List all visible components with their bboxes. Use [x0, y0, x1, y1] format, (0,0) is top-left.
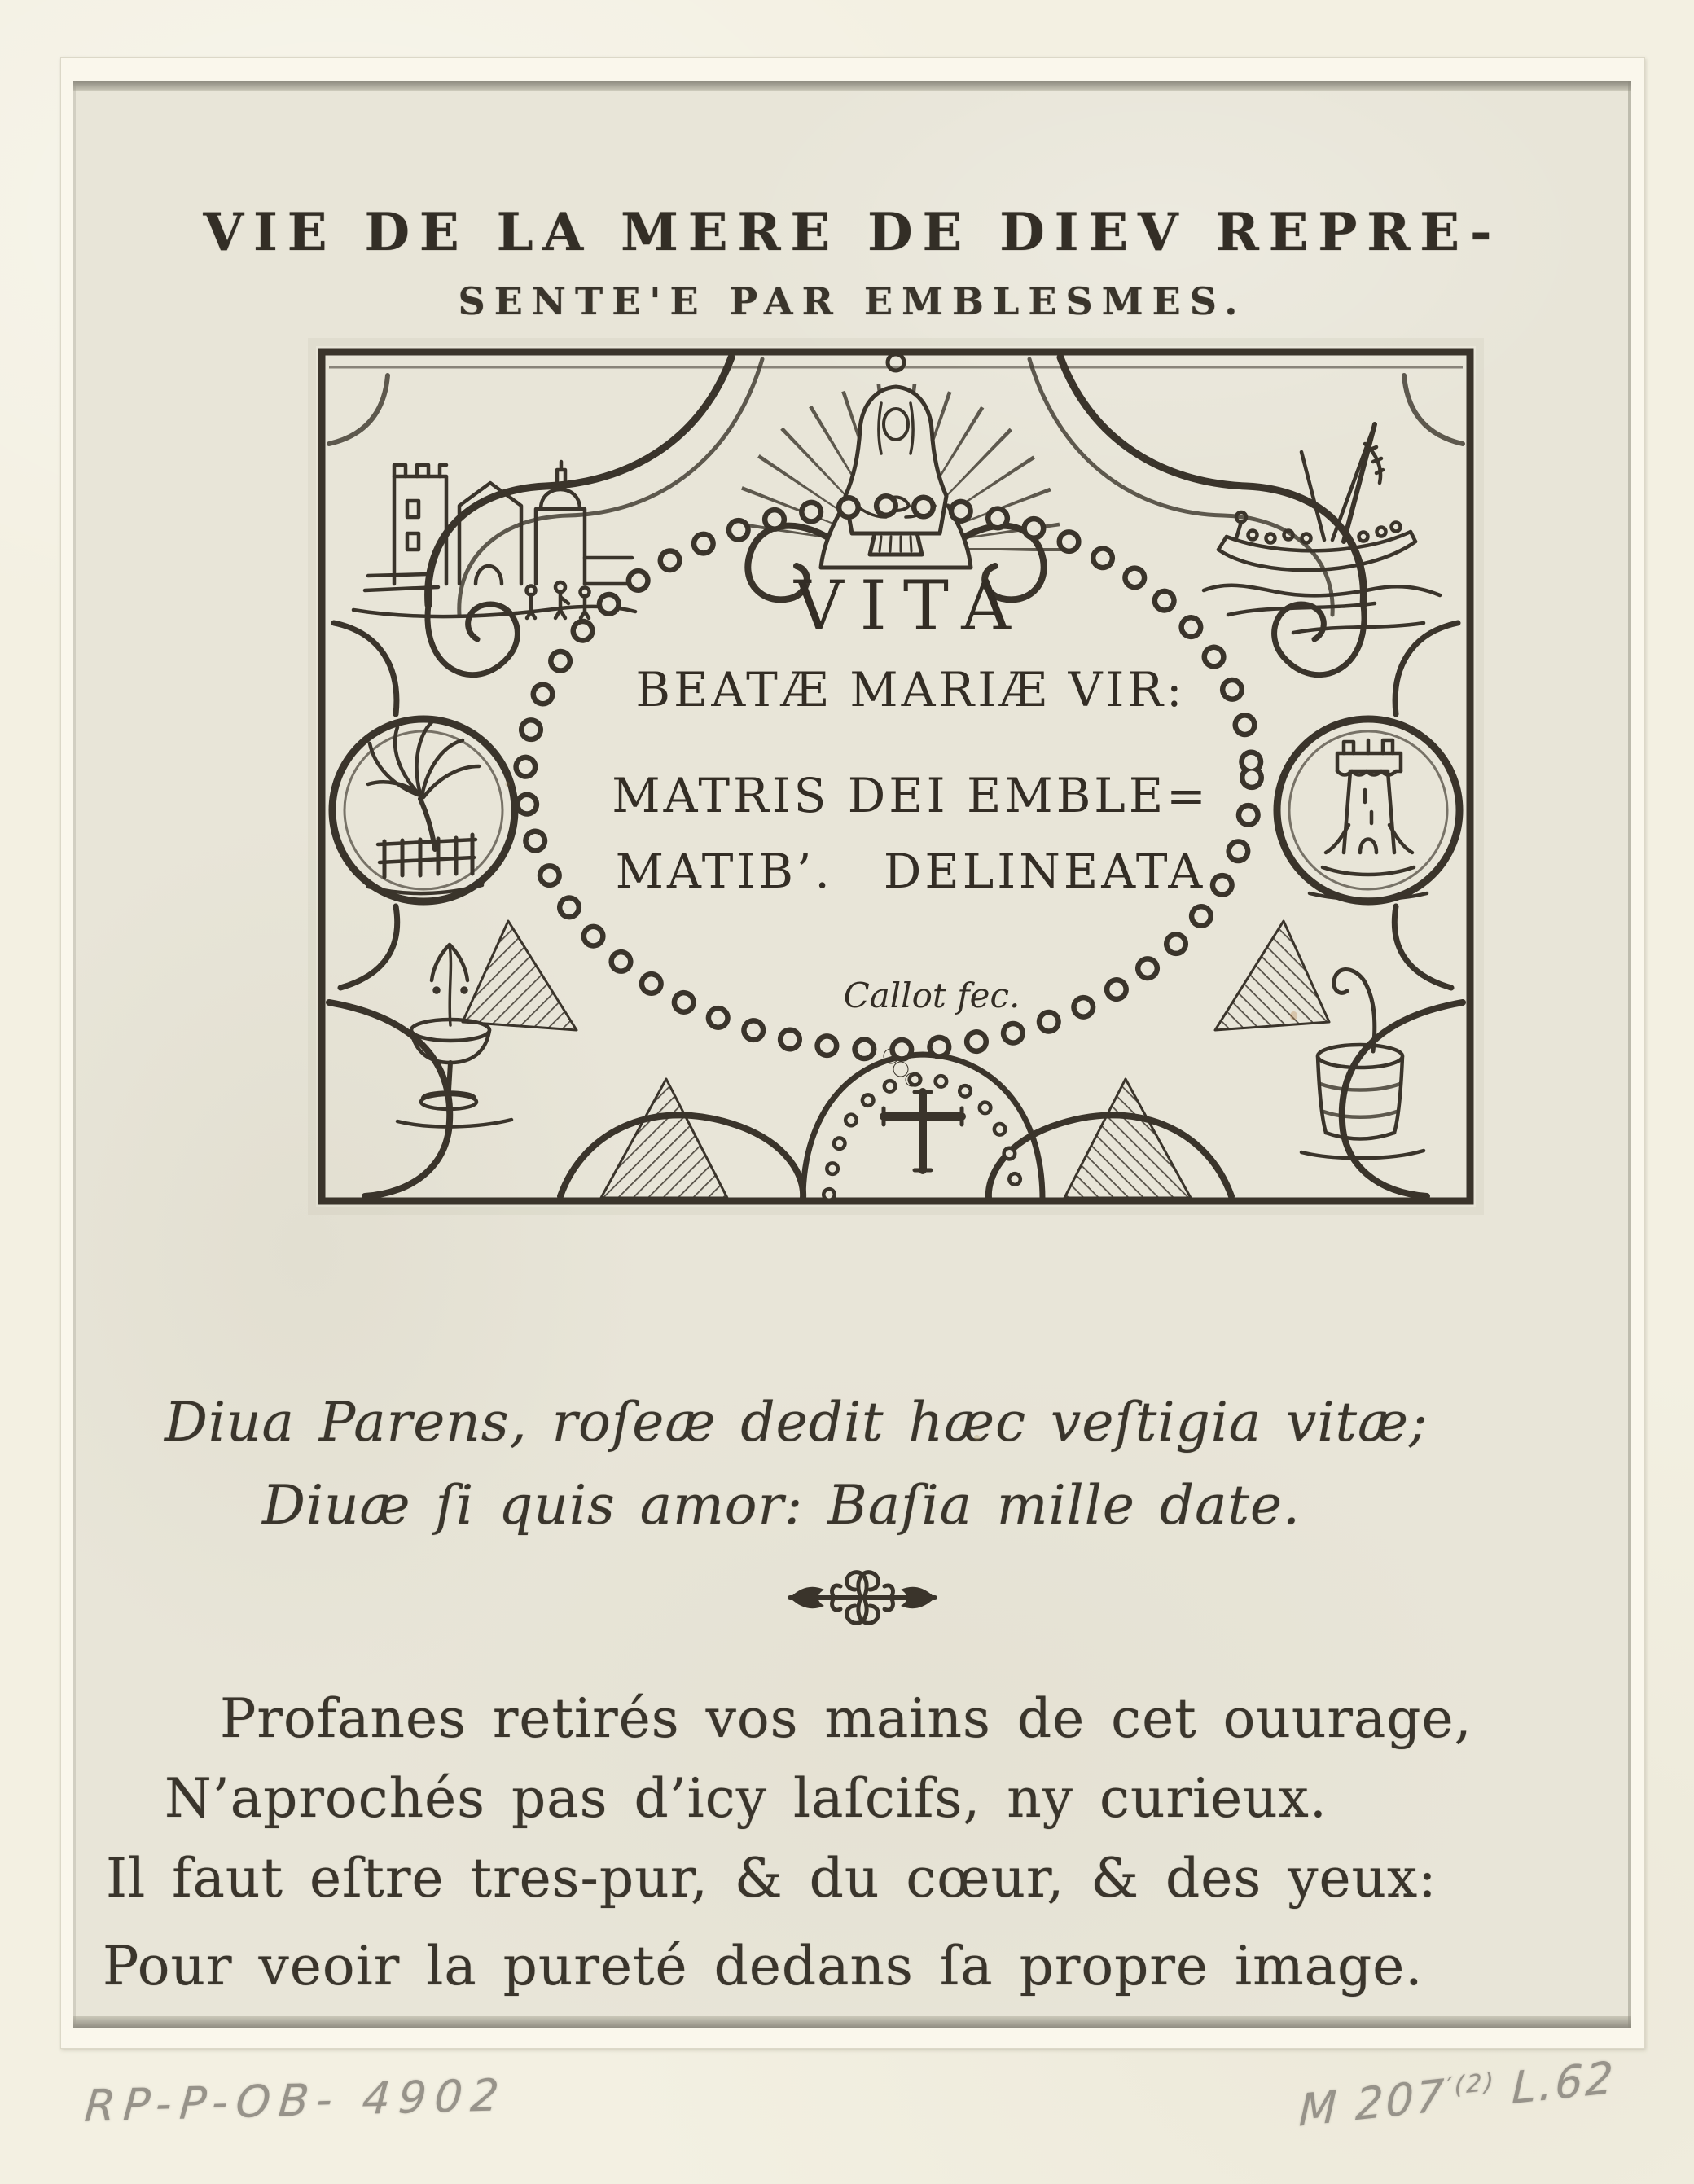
catalogue-reference-pencil — [1298, 2051, 1617, 2136]
plate-title-line4: MATIB’. DELINEATA — [615, 844, 1206, 899]
title-line-1: VIE DE LA MERE DE DIEV REPRE- — [203, 202, 1502, 263]
boat-at-sea — [1204, 424, 1440, 633]
sheet-bottom-edge-shadow — [73, 2016, 1631, 2028]
foxing-speck — [974, 1435, 980, 1441]
rosary-cross — [803, 1049, 1042, 1199]
sheet-right-edge-shadow — [1628, 81, 1631, 2028]
title-line-2: SENTE'E PAR EMBLESMES. — [458, 279, 1247, 323]
plate-title-line1: VITA — [794, 566, 1027, 646]
plate-title-line3: MATRIS DEI EMBLE= — [612, 768, 1209, 823]
sheet-top-edge-shadow — [73, 81, 1631, 91]
foxing-speck — [1290, 1011, 1297, 1020]
etched-plate — [316, 346, 1476, 1207]
cartouche-engraving — [316, 346, 1476, 1207]
well-with-hook — [1301, 969, 1424, 1158]
catalogue-ref-tail: L.62 — [1494, 2051, 1617, 2116]
inventory-number-pencil: RP-P-OB- 4902 — [82, 2069, 509, 2132]
foxing-speck — [505, 782, 510, 787]
round-tower — [1310, 740, 1427, 900]
plate-title — [612, 566, 1209, 1015]
french-verse-line2: N’aprochés pas d’icy laſcifs, ny curieux. — [165, 1767, 1328, 1830]
catalogue-ref-superscript: ′(2) — [1446, 2067, 1497, 2102]
sheet-left-edge-shadow — [73, 81, 76, 2028]
print-sheet — [73, 81, 1631, 2028]
mat-bevel-window — [60, 57, 1645, 2049]
praying-virgin — [821, 387, 971, 568]
french-verse-line1: Profanes retirés vos mains de cet ouurage, — [220, 1687, 1472, 1750]
windswept-tree-with-fence — [368, 722, 482, 893]
french-verse-line3: Il faut eſtre tres-pur, & du cœur, & des yeux: — [106, 1847, 1437, 1910]
catalogue-ref-main: M 207 — [1297, 2069, 1448, 2137]
plate-title-line2: BEATÆ MARIÆ VIR: — [635, 662, 1186, 717]
latin-verse-line2: Diuæ ſi quis amor: Baſia mille date. — [262, 1474, 1301, 1537]
artist-signature: Callot fec. — [843, 976, 1020, 1015]
latin-verse-line1: Diua Parens, roſeæ dedit hæc veſtigia vitæ; — [165, 1391, 1428, 1454]
french-verse-line4: Pour veoir la pureté dedans ſa propre image. — [103, 1935, 1424, 1998]
fleuron-ornament-icon — [777, 1565, 948, 1630]
